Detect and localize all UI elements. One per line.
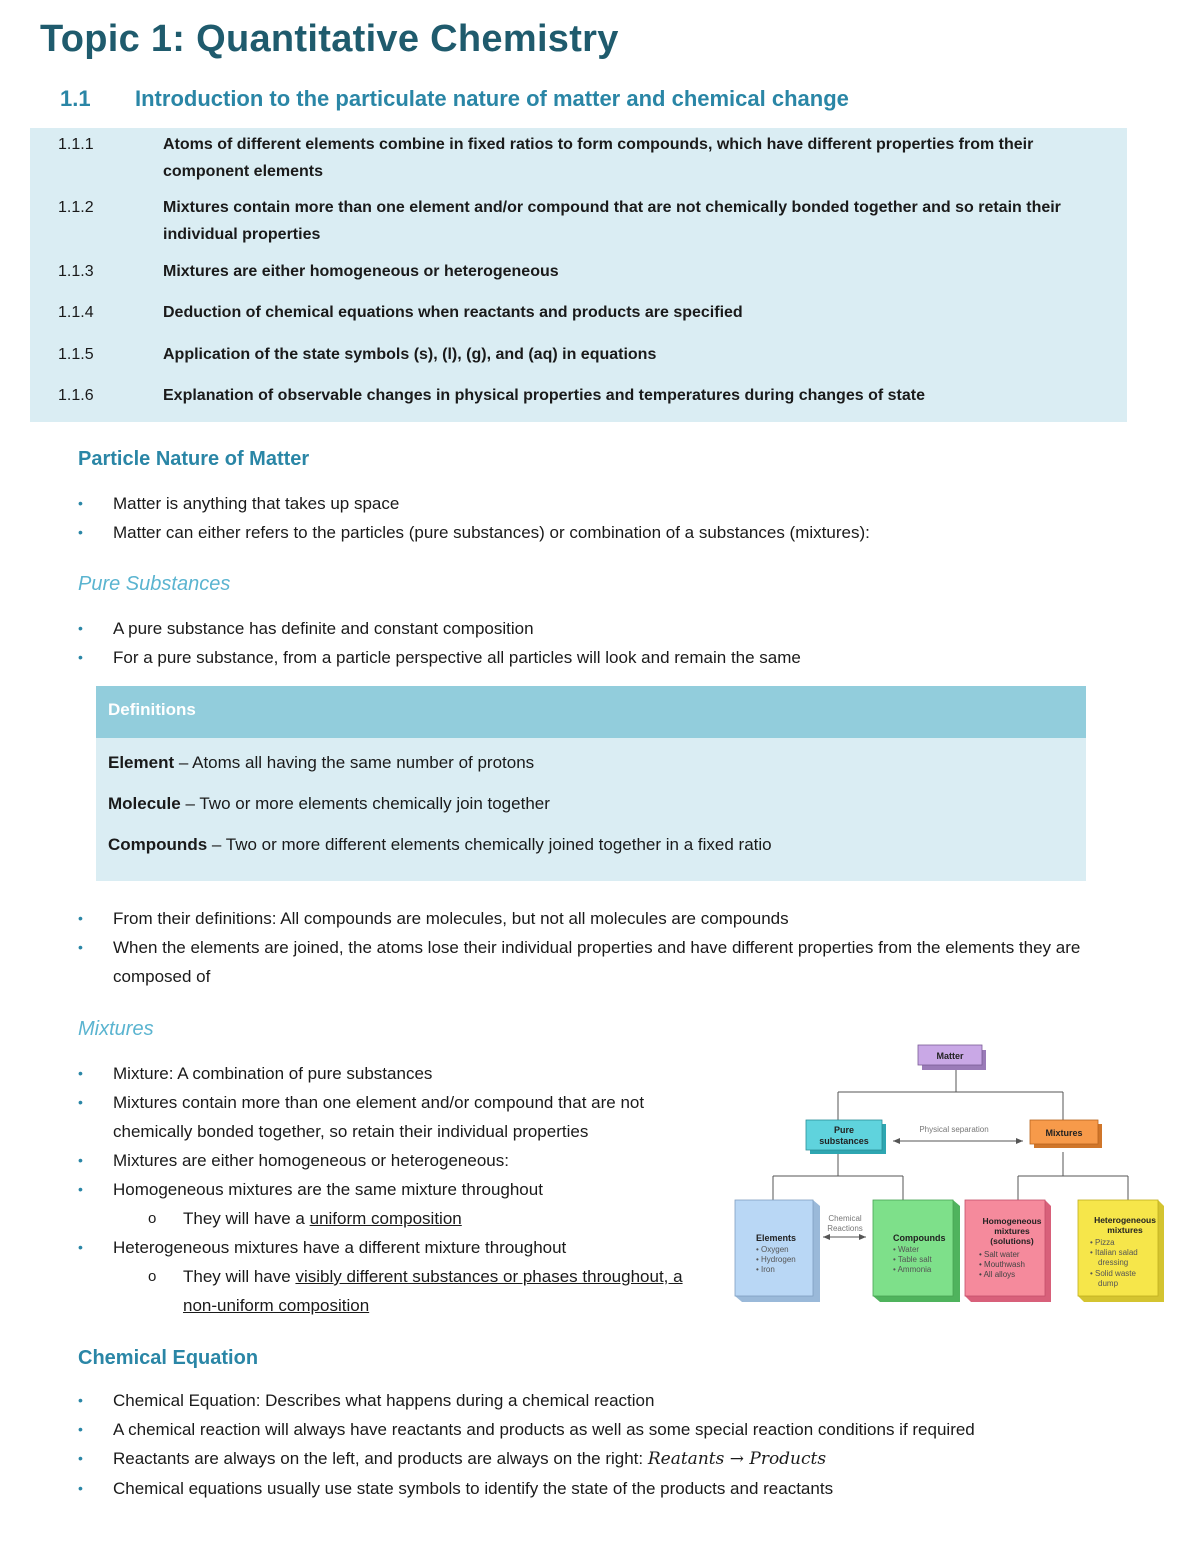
syllabus-code: 1.1.5 bbox=[58, 346, 94, 363]
definition-text: – Two or more elements chemically join together bbox=[180, 794, 550, 813]
list-item: • Homogeneous mixtures are the same mixture throughout bbox=[78, 1175, 698, 1204]
definition-text: – Two or more different elements chemically joined together in a fixed ratio bbox=[207, 835, 772, 854]
list-item: • For a pure substance, from a particle perspective all particles will look and remain the same bbox=[78, 643, 1158, 672]
heterogeneous-item: • Italian salad bbox=[1090, 1248, 1138, 1257]
compounds-title: Compounds bbox=[893, 1233, 946, 1243]
sub-list-item bbox=[78, 1204, 698, 1233]
heading-chemical-equation: Chemical Equation bbox=[78, 1347, 259, 1369]
compounds-item: • Ammonia bbox=[893, 1265, 932, 1274]
matter-label: Matter bbox=[936, 1051, 964, 1061]
physical-separation-label: Physical separation bbox=[919, 1125, 989, 1134]
heading-mixtures: Mixtures bbox=[78, 1018, 154, 1040]
syllabus-text: Application of the state symbols (s), (l), (g), and (aq) in equations bbox=[163, 346, 657, 363]
heterogeneous-title: Heterogeneous bbox=[1094, 1215, 1156, 1225]
matter-box bbox=[918, 1045, 986, 1070]
heterogeneous-item: dressing bbox=[1098, 1258, 1129, 1267]
list-item: • Mixture: A combination of pure substances bbox=[78, 1059, 698, 1088]
list-item: • Matter can either refers to the particles (pure substances) or combination of a substances (mixtures): bbox=[78, 518, 1158, 547]
chemical-equation-list bbox=[78, 1386, 1168, 1503]
heterogeneous-box bbox=[1078, 1200, 1164, 1302]
syllabus-code: 1.1.3 bbox=[58, 263, 94, 280]
syllabus-code: 1.1.4 bbox=[58, 304, 94, 321]
list-item-text: Reactants are always on the left, and products are always on the right: bbox=[113, 1449, 648, 1468]
underlined-text: uniform composition bbox=[309, 1209, 462, 1228]
list-item: • A chemical reaction will always have reactants and products as well as some special reaction conditions if required bbox=[78, 1415, 1168, 1444]
list-item bbox=[78, 1444, 1168, 1474]
list-item: • From their definitions: All compounds are molecules, but not all molecules are compounds bbox=[78, 904, 1148, 933]
list-item: • Matter is anything that takes up space bbox=[78, 489, 1158, 518]
syllabus-box bbox=[30, 128, 1127, 422]
homogeneous-item: • Salt water bbox=[979, 1250, 1020, 1259]
heterogeneous-title: mixtures bbox=[1107, 1225, 1143, 1235]
list-item: • Heterogeneous mixtures have a different mixture throughout bbox=[78, 1233, 698, 1262]
definitions-header bbox=[96, 686, 1086, 738]
chemical-reactions-label-1: Chemical bbox=[828, 1214, 862, 1223]
elements-box bbox=[735, 1200, 820, 1302]
definitions-title: Definitions bbox=[108, 700, 196, 719]
definition-term: Molecule bbox=[108, 794, 181, 813]
syllabus-code: 1.1.2 bbox=[58, 199, 94, 216]
list-item: • When the elements are joined, the atoms lose their individual properties and have different properties from the elements they are composed of bbox=[78, 933, 1148, 991]
syllabus-text: Mixtures contain more than one element and/or compound that are not chemically bonded together and so retain their individual properties bbox=[163, 199, 1061, 243]
pure-label-1: Pure bbox=[833, 1125, 855, 1135]
sub-item-text: They will have a bbox=[183, 1209, 310, 1228]
heterogeneous-item: • Solid waste bbox=[1090, 1269, 1136, 1278]
section-heading bbox=[60, 86, 849, 112]
particle-nature-list bbox=[78, 489, 1158, 547]
elements-item: • Oxygen bbox=[756, 1245, 789, 1254]
elements-item: • Hydrogen bbox=[756, 1255, 796, 1264]
homogeneous-box bbox=[965, 1200, 1051, 1302]
homogeneous-title: Homogeneous bbox=[982, 1216, 1042, 1226]
list-item: • Mixtures are either homogeneous or heterogeneous: bbox=[78, 1146, 698, 1175]
syllabus-code: 1.1.6 bbox=[58, 387, 94, 404]
syllabus-text: Deduction of chemical equations when reactants and products are specified bbox=[163, 304, 743, 321]
after-definitions-list bbox=[78, 904, 1148, 991]
homogeneous-item: • All alloys bbox=[979, 1270, 1016, 1279]
syllabus-text: Mixtures are either homogeneous or heterogeneous bbox=[163, 263, 559, 280]
sub-list-item bbox=[78, 1262, 698, 1320]
compounds-item: • Water bbox=[893, 1245, 920, 1254]
chemical-reactions-label-2: Reactions bbox=[827, 1224, 863, 1233]
sub-item-text: They will have bbox=[183, 1267, 296, 1286]
list-item: • Chemical Equation: Describes what happens during a chemical reaction bbox=[78, 1386, 1168, 1415]
compounds-box bbox=[873, 1200, 960, 1302]
elements-item: • Iron bbox=[756, 1265, 775, 1274]
definition-element bbox=[108, 753, 534, 773]
heading-pure-substances: Pure Substances bbox=[78, 573, 231, 595]
matter-classification-diagram bbox=[728, 1040, 1173, 1315]
syllabus-text: Atoms of different elements combine in fixed ratios to form compounds, which have different properties from their component elements bbox=[163, 136, 1034, 180]
homogeneous-title: (solutions) bbox=[990, 1236, 1034, 1246]
mixtures-box bbox=[1030, 1120, 1102, 1148]
definition-term: Element bbox=[108, 753, 175, 772]
section-number: 1.1 bbox=[60, 86, 91, 111]
heterogeneous-item: • Pizza bbox=[1090, 1238, 1115, 1247]
list-item: • Mixtures contain more than one element and/or compound that are not chemically bonded together, so retain their individual properties bbox=[78, 1088, 698, 1146]
pure-substances-list bbox=[78, 614, 1158, 672]
definition-term: Compounds bbox=[108, 835, 208, 854]
mixtures-label: Mixtures bbox=[1045, 1128, 1083, 1138]
syllabus-code: 1.1.1 bbox=[58, 136, 94, 153]
elements-title: Elements bbox=[756, 1233, 797, 1243]
section-title: Introduction to the particulate nature of matter and chemical change bbox=[135, 86, 849, 111]
heading-particle-nature: Particle Nature of Matter bbox=[78, 448, 310, 470]
list-item: • Chemical equations usually use state symbols to identify the state of the products and reactants bbox=[78, 1474, 1168, 1503]
homogeneous-item: • Mouthwash bbox=[979, 1260, 1025, 1269]
definition-molecule bbox=[108, 794, 550, 814]
definition-text: – Atoms all having the same number of protons bbox=[174, 753, 535, 772]
mixtures-list bbox=[78, 1059, 698, 1320]
definition-compounds bbox=[108, 835, 772, 855]
definitions-box bbox=[96, 686, 1086, 881]
pure-substances-box bbox=[806, 1120, 886, 1154]
homogeneous-title: mixtures bbox=[994, 1226, 1030, 1236]
underlined-text: visibly different substances or phases throughout, a non-uniform composition bbox=[183, 1267, 683, 1315]
pure-label-2: substances bbox=[819, 1136, 869, 1146]
heterogeneous-item: dump bbox=[1098, 1279, 1119, 1288]
list-item: • A pure substance has definite and constant composition bbox=[78, 614, 1158, 643]
page-title: Topic 1: Quantitative Chemistry bbox=[40, 18, 619, 60]
syllabus-text: Explanation of observable changes in physical properties and temperatures during changes of state bbox=[163, 387, 925, 404]
compounds-item: • Table salt bbox=[893, 1255, 932, 1264]
reaction-formula: Reatants → Products bbox=[647, 1449, 827, 1469]
